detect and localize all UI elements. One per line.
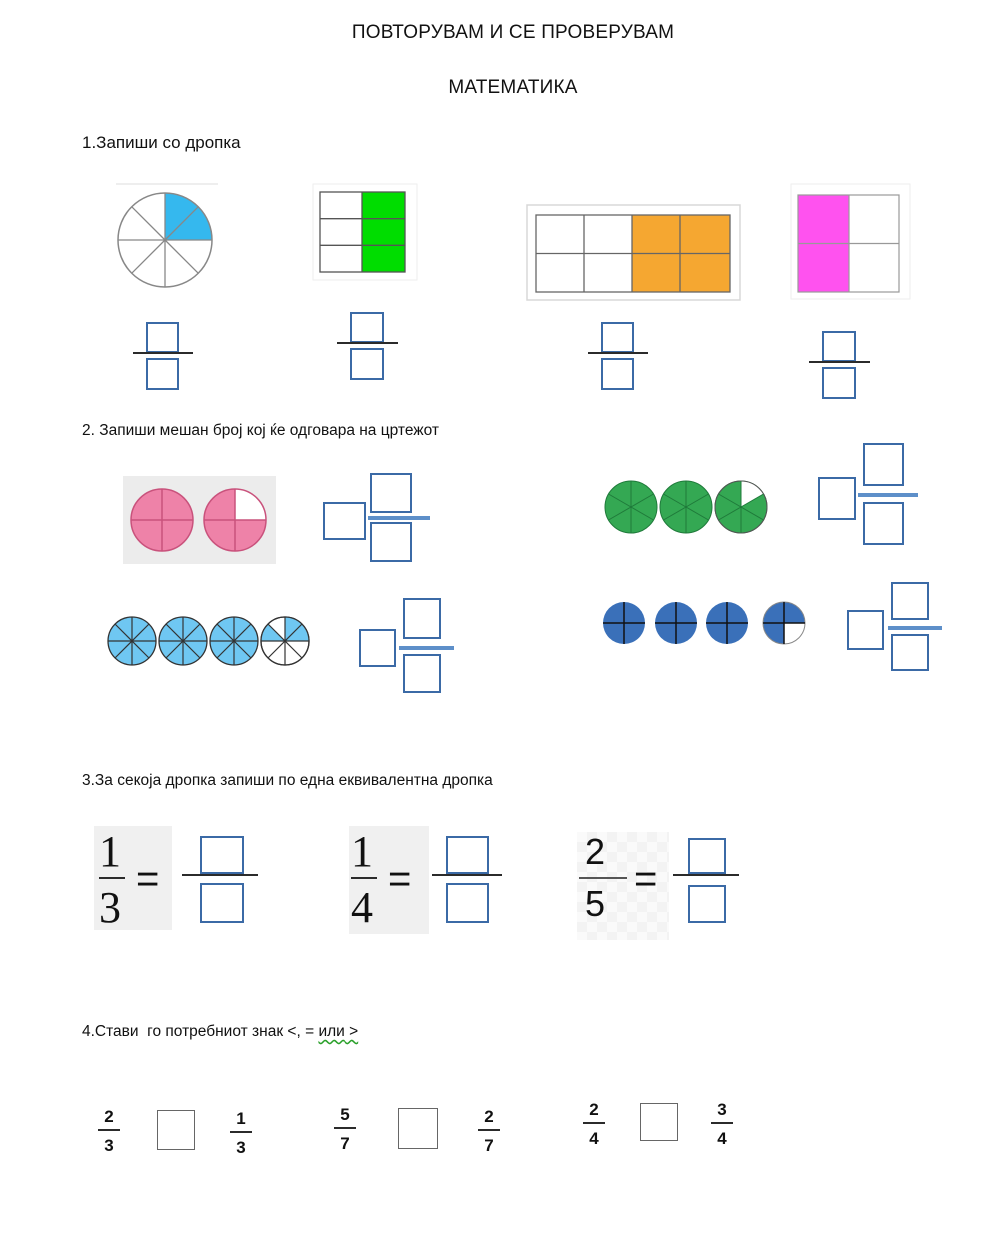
whole-input[interactable] <box>359 629 396 667</box>
denominator-input[interactable] <box>863 502 904 545</box>
task-4-heading <box>82 1023 358 1041</box>
fraction-bar <box>133 352 193 354</box>
whole-input[interactable] <box>847 610 884 650</box>
denominator-input[interactable] <box>146 358 179 390</box>
equals-sign: = <box>136 857 160 901</box>
given-numerator: 1 <box>99 827 121 876</box>
denominator-input[interactable] <box>350 348 384 380</box>
left-denominator: 4 <box>589 1129 599 1148</box>
numerator-input[interactable] <box>200 836 244 874</box>
right-denominator: 3 <box>236 1138 246 1157</box>
task-2-heading: 2. Запиши мешан број кој ќе одговара на цртежот <box>82 422 440 439</box>
fraction-rect-quarters <box>790 183 912 301</box>
page-title: ПОВТОРУВАМ И СЕ ПРОВЕРУВАМ <box>351 22 675 43</box>
left-numerator: 5 <box>340 1105 350 1124</box>
numerator-input[interactable] <box>688 838 726 874</box>
fraction-circle-eighths <box>112 183 222 298</box>
left-numerator: 2 <box>104 1107 114 1126</box>
page-subject: МАТЕМАТИКА <box>448 77 578 98</box>
fraction-bar <box>809 361 870 363</box>
left-denominator: 3 <box>104 1136 114 1155</box>
denominator-input[interactable] <box>370 522 412 562</box>
right-numerator: 3 <box>717 1100 727 1119</box>
task-3-heading: 3.За секоја дропка запиши по една еквивалентна дропка <box>82 772 493 789</box>
mixed-number-pink-quarters <box>123 476 276 564</box>
numerator-input[interactable] <box>822 331 856 362</box>
given-numerator: 1 <box>351 827 373 876</box>
fraction-bar <box>432 874 502 876</box>
fraction-bar <box>858 493 918 497</box>
task-4-text: 4.Стави го потребниот знак <, = <box>82 1023 319 1040</box>
denominator-input[interactable] <box>403 654 441 693</box>
task-1-heading: 1.Запиши со дропка <box>82 133 241 152</box>
given-denominator: 5 <box>585 883 606 924</box>
fraction-bar <box>337 342 398 344</box>
denominator-input[interactable] <box>891 634 929 671</box>
fraction-bar <box>182 874 258 876</box>
numerator-input[interactable] <box>370 473 412 513</box>
right-denominator: 7 <box>484 1136 494 1155</box>
fraction-bar <box>399 646 454 650</box>
mixed-number-green-sixths <box>604 478 770 536</box>
numerator-input[interactable] <box>863 443 904 486</box>
given-denominator: 4 <box>351 883 373 932</box>
numerator-input[interactable] <box>146 322 179 353</box>
denominator-input[interactable] <box>822 367 856 399</box>
numerator-input[interactable] <box>350 312 384 343</box>
right-denominator: 4 <box>717 1129 727 1148</box>
equals-sign: = <box>388 857 412 901</box>
denominator-input[interactable] <box>688 885 726 923</box>
task-4-or: или <box>318 1023 345 1040</box>
mixed-number-darkblue-quarters <box>602 599 808 649</box>
denominator-input[interactable] <box>446 883 489 923</box>
comparison-sign-input[interactable] <box>640 1103 678 1141</box>
comparison-sign-input[interactable] <box>157 1110 195 1150</box>
comparison-sign-input[interactable] <box>398 1108 438 1149</box>
given-denominator: 3 <box>99 883 121 932</box>
whole-input[interactable] <box>818 477 856 520</box>
numerator-input[interactable] <box>446 836 489 874</box>
right-numerator: 2 <box>484 1107 494 1126</box>
denominator-input[interactable] <box>601 358 634 390</box>
equals-sign: = <box>634 857 658 901</box>
task-4-gt: > <box>344 1023 359 1040</box>
left-denominator: 7 <box>340 1134 350 1153</box>
mixed-number-lightblue-eighths <box>107 614 312 668</box>
given-numerator: 2 <box>585 831 606 872</box>
fraction-bar <box>673 874 739 876</box>
right-numerator: 1 <box>236 1109 246 1128</box>
fraction-rect-eighths <box>526 204 742 302</box>
fraction-bar <box>368 516 430 520</box>
numerator-input[interactable] <box>601 322 634 353</box>
fraction-bar <box>888 626 942 630</box>
denominator-input[interactable] <box>200 883 244 923</box>
left-numerator: 2 <box>589 1100 599 1119</box>
fraction-bar <box>588 352 648 354</box>
numerator-input[interactable] <box>891 582 929 620</box>
numerator-input[interactable] <box>403 598 441 639</box>
whole-input[interactable] <box>323 502 366 540</box>
fraction-rect-sixths <box>312 183 422 285</box>
